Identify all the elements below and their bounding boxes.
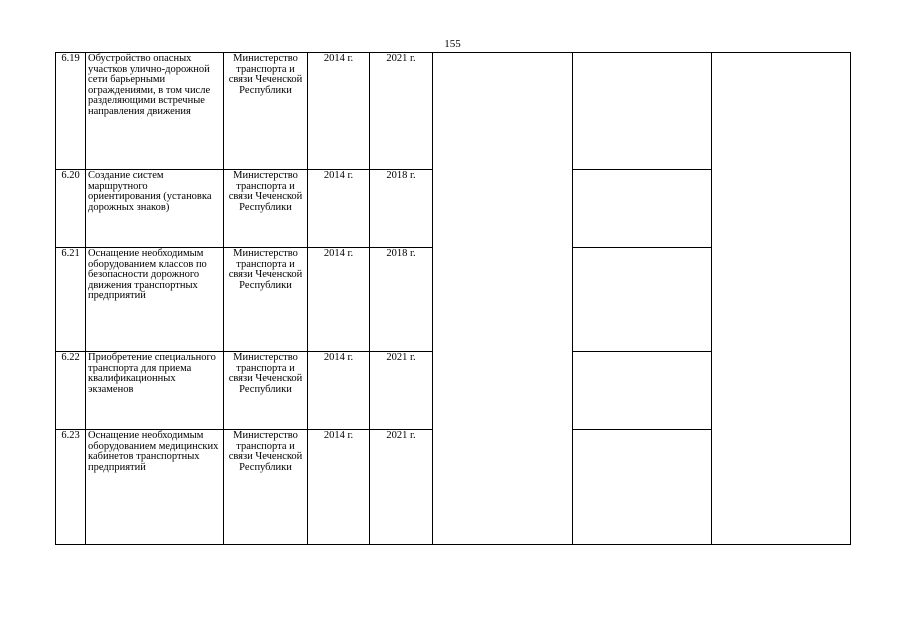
end-year: 2021 г.: [370, 352, 433, 430]
table-row: [56, 53, 851, 170]
merged-empty-cell: [433, 53, 573, 545]
empty-cell: [573, 53, 712, 170]
executor: Министерство транспорта и связи Чеченской Республики: [224, 248, 308, 352]
row-number: 6.23: [56, 430, 86, 545]
start-year: 2014 г.: [308, 352, 370, 430]
start-year: 2014 г.: [308, 430, 370, 545]
end-year: 2018 г.: [370, 248, 433, 352]
activity-title: Создание систем маршрутного ориентирования (установка дорожных знаков): [86, 170, 224, 248]
row-number: 6.21: [56, 248, 86, 352]
activity-title: Обустройство опасных участков улично-дорожной сети барьерными ограждениями, в том числе разделяющими встречные направления движения: [86, 53, 224, 170]
start-year: 2014 г.: [308, 248, 370, 352]
row-number: 6.22: [56, 352, 86, 430]
executor: Министерство транспорта и связи Чеченской Республики: [224, 352, 308, 430]
activity-title: Оснащение необходимым оборудованием медицинских кабинетов транспортных предприятий: [86, 430, 224, 545]
activity-title: Оснащение необходимым оборудованием классов по безопасности дорожного движения транспортных предприятий: [86, 248, 224, 352]
end-year: 2021 г.: [370, 430, 433, 545]
merged-empty-cell: [712, 53, 851, 545]
empty-cell: [573, 248, 712, 352]
start-year: 2014 г.: [308, 53, 370, 170]
row-number: 6.19: [56, 53, 86, 170]
start-year: 2014 г.: [308, 170, 370, 248]
end-year: 2021 г.: [370, 53, 433, 170]
executor: Министерство транспорта и связи Чеченской Республики: [224, 430, 308, 545]
activity-title: Приобретение специального транспорта для приема квалификационных экзаменов: [86, 352, 224, 430]
empty-cell: [573, 430, 712, 545]
end-year: 2018 г.: [370, 170, 433, 248]
activities-table: [55, 52, 851, 545]
empty-cell: [573, 170, 712, 248]
executor: Министерство транспорта и связи Чеченской Республики: [224, 53, 308, 170]
executor: Министерство транспорта и связи Чеченской Республики: [224, 170, 308, 248]
empty-cell: [573, 352, 712, 430]
row-number: 6.20: [56, 170, 86, 248]
page-number: 155: [444, 38, 461, 50]
